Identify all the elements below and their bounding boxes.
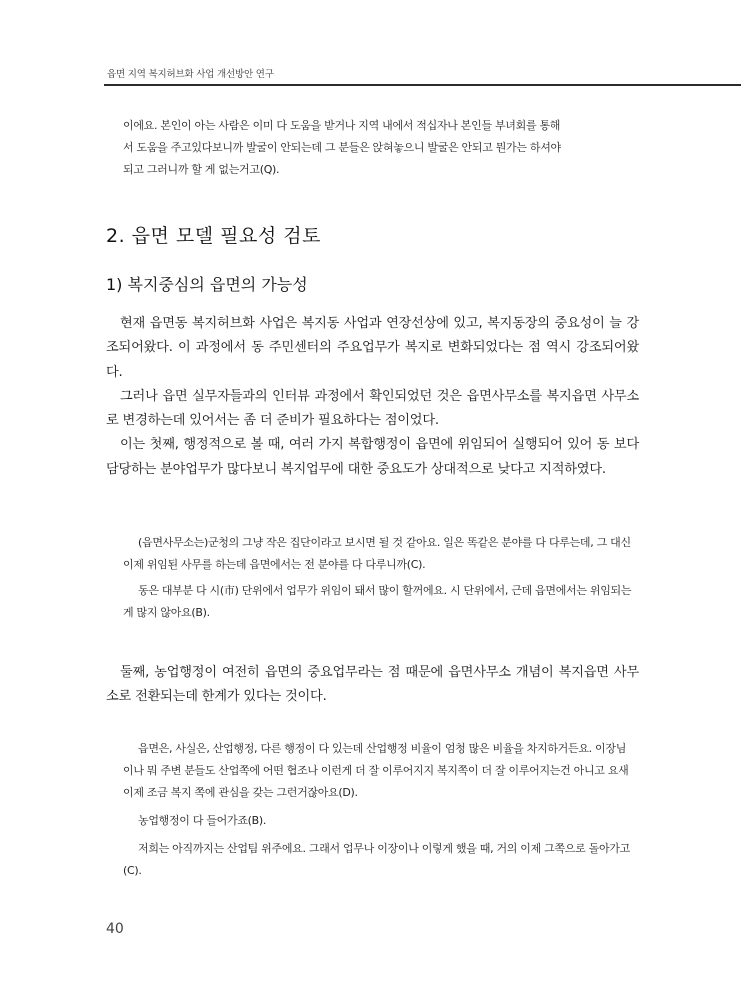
body-paragraph: 이는 첫째, 행정적으로 볼 때, 여러 가지 복합행정이 읍면에 위임되어 실행되어 있어 동 보다 담당하는 분야업무가 많다보니 복지업무에 대한 중요도가 상대적으로 낮다고 지적하였다. <box>106 437 639 477</box>
body-paragraph: 그러나 읍면 실무자들과의 인터뷰 과정에서 확인되었던 것은 읍면사무소를 복지읍면 사무소로 변경하는데 있어서는 좀 더 준비가 필요하다는 점이었다. <box>106 388 639 429</box>
quote-paragraph: (읍면사무소는)군청의 그냥 작은 집단이라고 보시면 될 것 같아요. 일은 똑같은 분야를 다 다루는데, 그 대신 이제 위임된 사무를 하는데 읍면에서는 전 분야를 다 다루니까(C). <box>123 536 631 571</box>
quote-line: 되고 그러니까 할 게 없는거고(Q). <box>123 163 280 176</box>
quote-line: 서 도움을 주고있다보니까 발굴이 안되는데 그 분들은 앉혀놓으니 발굴은 안되고 뭔가는 하셔야 <box>123 141 561 154</box>
section-title: 2. 읍면 모델 필요성 검토 <box>106 225 321 247</box>
header-rule <box>104 84 741 86</box>
page-number: 40 <box>106 921 124 937</box>
quote-block-top <box>123 115 633 181</box>
body-paragraph: 현재 읍면동 복지허브화 사업은 복지동 사업과 연장선상에 있고, 복지동장의 중요성이 늘 강조되어왔다. 이 과정에서 동 주민센터의 주요업무가 복지로 변화되었다는 점 역시 강조되어왔다. <box>106 316 639 380</box>
quote-paragraph: 동은 대부분 다 시(市) 단위에서 업무가 위임이 돼서 많이 할꺼에요. 시 단위에서, 근데 읍면에서는 위임되는게 많지 않아요(B). <box>123 584 632 619</box>
quote-line: 이에요. 본인이 아는 사람은 이미 다 도움을 받거나 지역 내에서 적십자나 본인들 부녀회를 통해 <box>123 119 561 132</box>
body-paragraph: 둘째, 농업행정이 여전히 읍면의 중요업무라는 점 때문에 읍면사무소 개념이 복지읍면 사무소로 전환되는데 한계가 있다는 것이다. <box>106 665 639 705</box>
quote-block-bottom <box>123 738 633 882</box>
quote-paragraph: 읍면은, 사실은, 산업행정, 다른 행정이 다 있는데 산업행정 비율이 엄청 많은 비율을 차지하거든요. 이장님이나 뭐 주변 분들도 산업쪽에 어떤 협조나 이런게 더 잘 이루어지지 복지쪽이 더 잘 이루어지는건 아니고 요새 이제 조금 복지 쪽에 관심을 갖는 그런거잖아요(D). <box>123 742 629 799</box>
quote-paragraph: 농업행정이 다 들어가죠(B). <box>138 814 267 827</box>
subsection-title: 1) 복지중심의 읍면의 가능성 <box>106 275 308 294</box>
body-text-block <box>106 312 639 482</box>
quote-paragraph: 저희는 아직까지는 산업팀 위주에요. 그래서 업무나 이장이나 이렇게 했을 때, 거의 이제 그쪽으로 돌아가고(C). <box>123 842 630 877</box>
running-title: 읍면 지역 복지허브화 사업 개선방안 연구 <box>107 69 274 80</box>
body-text-block-second <box>106 661 639 710</box>
quote-block-middle <box>123 532 633 624</box>
